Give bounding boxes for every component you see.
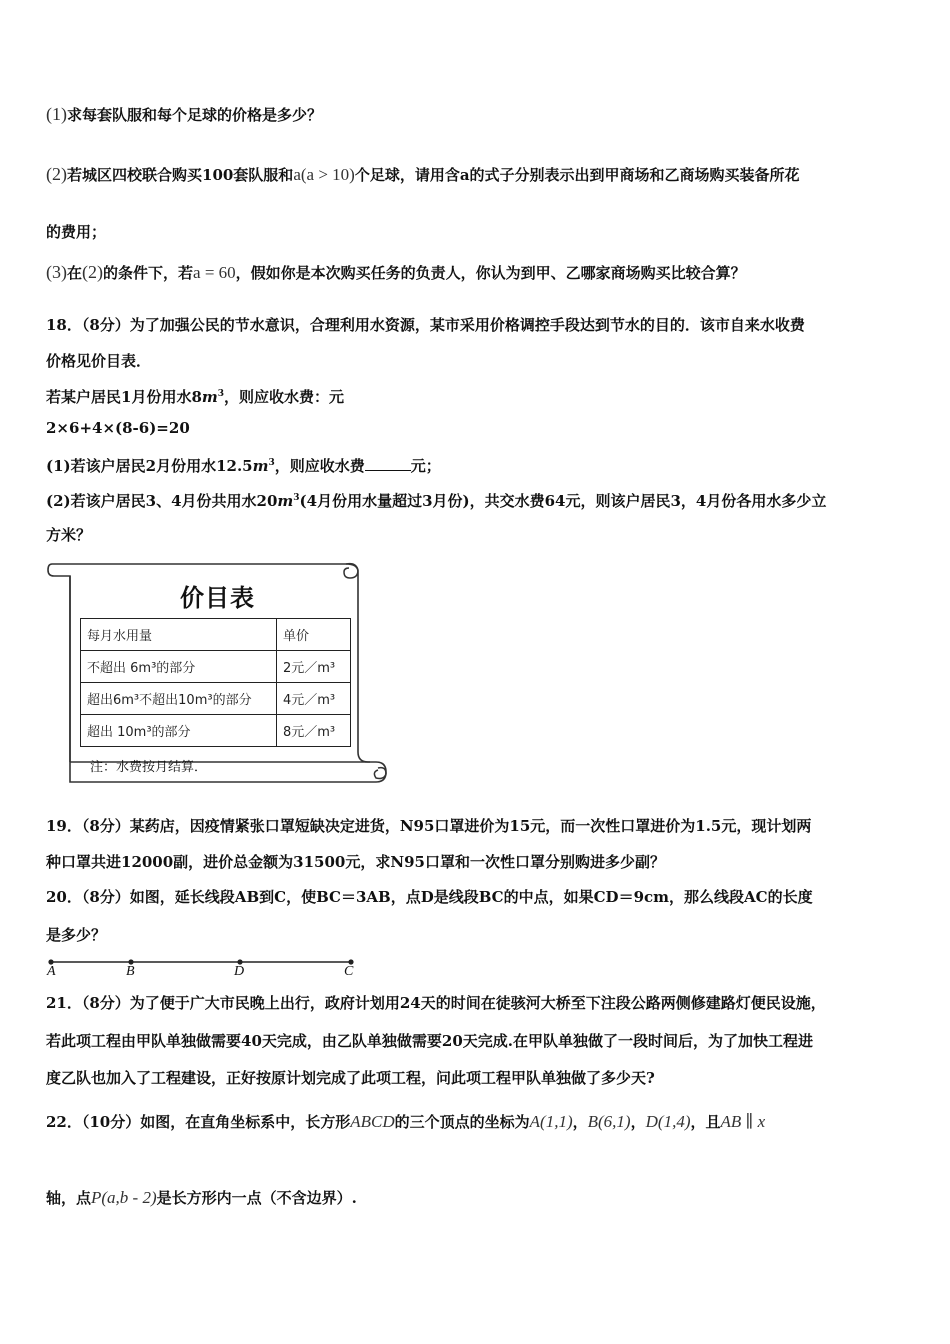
table-header-cell: 每月水用量 bbox=[81, 619, 277, 651]
q18-line5-c: 元； bbox=[410, 457, 441, 475]
q18-line4: 2×6+4×(8-6)=20 bbox=[46, 419, 190, 437]
q17-part3-number: (3) bbox=[46, 262, 67, 282]
segment-line bbox=[46, 956, 366, 970]
q19-line2: 种口罩共进12000副，进价总金额为31500元，求N95口罩和一次性口罩分别购进多少副？ bbox=[46, 853, 665, 871]
q18-line1: 18．（8分）为了加强公民的节水意识，合理利用水资源，某市采用价格调控手段达到节水的目的．该市自来水收费 bbox=[46, 316, 805, 334]
q17-part2 bbox=[46, 164, 800, 185]
q20-line1: 20．（8分）如图，延长线段AB到C，使BC＝3AB，点D是线段BC的中点，如果CD＝9cm，那么线段AC的长度 bbox=[46, 888, 813, 906]
table-cell: 8元／m³ bbox=[277, 715, 351, 747]
q22-point-p: P(a,b - 2) bbox=[91, 1188, 157, 1207]
q22-point-d: D(1,4) bbox=[645, 1112, 691, 1131]
q17-part3-text-c: ，假如你是本次购买任务的负责人，你认为到甲、乙哪家商场购买比较合算？ bbox=[235, 264, 746, 282]
q17-part2-text-b: 个足球，请用含a的式子分别表示出到甲商场和乙商场购买装备所花 bbox=[354, 166, 800, 184]
unit-exponent: 3 bbox=[217, 389, 225, 399]
q18-line5 bbox=[46, 453, 441, 476]
q19-line1: 19．（8分）某药店，因疫情紧张口罩短缺决定进货，N95口罩进价为15元，而一次性口罩进价为1.5元，现计划两 bbox=[46, 817, 812, 835]
q22-line1 bbox=[46, 1112, 765, 1132]
q18-line3 bbox=[46, 384, 344, 407]
q21-line1: 21．（8分）为了便于广大市民晚上出行，政府计划用24天的时间在徒骇河大桥至下注段公路两侧修建路灯便民设施， bbox=[46, 994, 826, 1012]
q22-rect: ABCD bbox=[350, 1112, 395, 1131]
q17-part1 bbox=[46, 104, 322, 125]
point-b-label: B bbox=[126, 964, 135, 979]
q18-line3-a: 若某户居民1月份用水8 bbox=[46, 388, 202, 406]
table-row bbox=[81, 683, 351, 715]
q17-part3-text-b: 的条件下，若 bbox=[103, 264, 194, 282]
q17-part1-number: (1) bbox=[46, 104, 67, 124]
unit-m: m bbox=[252, 457, 269, 475]
q18-line2: 价格见价目表． bbox=[46, 352, 152, 370]
q22-text-a: 22．（10分）如图，在直角坐标系中，长方形 bbox=[46, 1113, 351, 1131]
q17-part1-text: 求每套队服和每个足球的价格是多少？ bbox=[67, 106, 323, 124]
price-table-scroll bbox=[46, 556, 391, 788]
q17-part2-number: (2) bbox=[46, 164, 67, 184]
q18-line5-b: ，则应收水费 bbox=[274, 457, 365, 475]
table-row bbox=[81, 651, 351, 683]
q22-text-b: 的三个顶点的坐标为 bbox=[394, 1113, 530, 1131]
q18-line7: 方米？ bbox=[46, 526, 92, 544]
q22-comma: ， bbox=[630, 1113, 646, 1131]
q17-part2-cont: 的费用； bbox=[46, 223, 107, 241]
q17-part3-ref: (2) bbox=[82, 262, 104, 282]
q17-part3-text-a: 在 bbox=[67, 264, 83, 282]
table-row bbox=[81, 715, 351, 747]
q22-text-d: 轴，点 bbox=[46, 1189, 92, 1207]
q22-text-e: 是长方形内一点（不含边界）. bbox=[156, 1189, 357, 1207]
table-cell: 4元／m³ bbox=[277, 683, 351, 715]
q18-line6-b: (4月份用水量超过3月份)，共交水费64元，则该户居民3，4月份各用水多少立 bbox=[299, 492, 827, 510]
q22-comma: ， bbox=[572, 1113, 588, 1131]
q17-part3 bbox=[46, 262, 746, 283]
q18-line5-a: (1)若该户居民2月份用水12.5 bbox=[46, 457, 253, 475]
table-cell: 超出 10m³的部分 bbox=[81, 715, 277, 747]
q22-line2 bbox=[46, 1188, 357, 1208]
unit-m: m bbox=[201, 388, 218, 406]
q21-line3: 度乙队也加入了工程建设，正好按原计划完成了此项工程，问此项工程甲队单独做了多少天? bbox=[46, 1069, 655, 1087]
point-c-label: C bbox=[344, 964, 354, 979]
q17-part2-text-a: 若城区四校联合购买100套队服和 bbox=[67, 166, 294, 184]
q22-text-c: ，且 bbox=[690, 1113, 721, 1131]
segment-figure bbox=[46, 956, 366, 982]
q18-line3-b: ，则应收水费：元 bbox=[224, 388, 345, 406]
q21-line2: 若此项工程由甲队单独做需要40天完成，由乙队单独做需要20天完成.在甲队单独做了一段时间后，为了加快工程进 bbox=[46, 1032, 813, 1050]
price-table bbox=[80, 618, 351, 747]
table-cell: 不超出 6m³的部分 bbox=[81, 651, 277, 683]
price-table-note: 注：水费按月结算． bbox=[90, 760, 208, 775]
q18-line6 bbox=[46, 488, 826, 511]
q18-line6-a: (2)若该户居民3、4月份共用水20 bbox=[46, 492, 278, 510]
price-table-title: 价目表 bbox=[180, 584, 255, 612]
answer-blank[interactable] bbox=[365, 456, 411, 471]
unit-exponent: 3 bbox=[268, 458, 275, 468]
table-header-cell: 单价 bbox=[277, 619, 351, 651]
q22-parallel: AB ∥ x bbox=[720, 1112, 766, 1131]
q20-line2: 是多少？ bbox=[46, 926, 107, 944]
point-a-label: A bbox=[47, 964, 56, 979]
unit-exponent: 3 bbox=[293, 493, 300, 503]
table-cell: 超出6m³不超出10m³的部分 bbox=[81, 683, 277, 715]
table-header-row bbox=[81, 619, 351, 651]
unit-m: m bbox=[277, 492, 294, 510]
q17-part3-math: a = 60 bbox=[193, 263, 236, 282]
q17-part2-math: a(a > 10) bbox=[293, 165, 355, 184]
table-cell: 2元／m³ bbox=[277, 651, 351, 683]
point-d-label: D bbox=[234, 964, 245, 979]
q22-point-a: A(1,1) bbox=[529, 1112, 573, 1131]
q22-point-b: B(6,1) bbox=[587, 1112, 631, 1131]
